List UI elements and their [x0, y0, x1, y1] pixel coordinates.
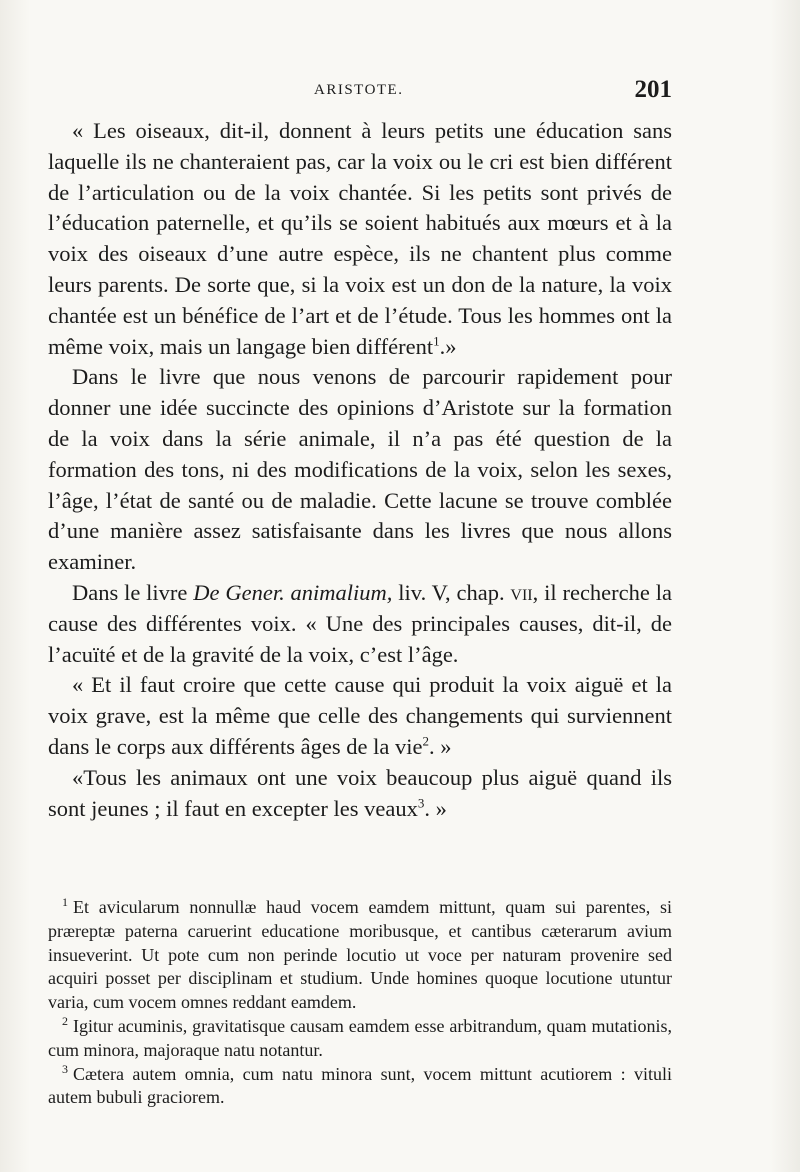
paragraph: « Et il faut croire que cette cause qui produit la voix aiguë et la voix grave, est la même que celle des changements qui surviennent dans le corps aux différents âges de la vie$^2$. » [48, 672, 672, 759]
book-title: De Gener. animalium, [193, 579, 393, 605]
running-title: ARISTOTE. [314, 82, 404, 98]
footnotes [48, 896, 672, 1110]
footnote-mark: 1 [62, 895, 68, 909]
footnote: $^1$ Et avicularum nonnullæ haud vocem eamdem mittunt, quam sui parentes, si præreptæ paterna caruerint educatione moribusque, et cantibus cæterarum avium insueverint. Ut pote cum non perinde locutio ut voce per naturam provenire sed acquiri posset per disciplinam et studium. Unde homines quoque locutione utuntur varia, cum vocem omnes reddant eamdem. [48, 895, 672, 1013]
footnote: $^3$ Cætera autem omnia, cum natu minora sunt, vocem mittunt acutiorem : vituli autem bubuli graciorem. [48, 1061, 672, 1108]
footnote-mark: 3 [62, 1061, 68, 1076]
chapter-numeral: vii [510, 579, 533, 605]
paragraph: «Tous les animaux ont une voix beaucoup plus aiguë quand ils sont jeunes ; il faut en excepter les veaux$^3$. » [48, 764, 672, 821]
footnote-ref: 3 [417, 795, 425, 811]
paragraph: « Les oiseaux, dit-il, donnent à leurs petits une éducation sans laquelle ils ne chanteraient pas, car la voix ou le cri est bien différent de l’articulation ou de la voix chantée. Si les petits sont privés de l’éducation paternelle, et qu’ils se soient habitués aux mœurs et à la voix des oiseaux d’une autre espèce, ils ne chantent plus comme leurs parents. De sorte que, si la voix est un don de la nature, la voix chantée est un bénéfice de l’art et de l’étude. Tous les hommes ont la même voix, mais un langage bien différent$^1$.» [48, 118, 672, 359]
footnote: $^2$ Igitur acuminis, gravitatisque causam eamdem esse arbitrandum, quam mutationis, cum minora, majoraque natu notantur. [48, 1013, 672, 1060]
footnote-mark: 2 [62, 1013, 68, 1028]
paragraph: Dans le livre que nous venons de parcourir rapidement pour donner une idée succincte des opinions d’Aristote sur la formation de la voix dans la série animale, il n’a pas été question de la formation des tons, ni des modifications de la voix, selon les sexes, l’âge, l’état de santé ou de maladie. Cette lacune se trouve comblée d’une manière assez satisfaisante dans les livres que nous allons examiner. [48, 364, 672, 575]
page-header [48, 76, 672, 106]
body-text [48, 116, 672, 824]
paragraph: Dans le livre De Gener. animalium, liv. V, chap. vii, il recherche la cause des différentes voix. « Une des principales causes, dit-il, de l’acuïté et de la gravité de la voix, c’est l’âge. [48, 579, 672, 667]
footnote-ref: 1 [433, 333, 440, 349]
footnote-ref: 2 [422, 733, 429, 749]
page-number: 201 [634, 76, 672, 103]
